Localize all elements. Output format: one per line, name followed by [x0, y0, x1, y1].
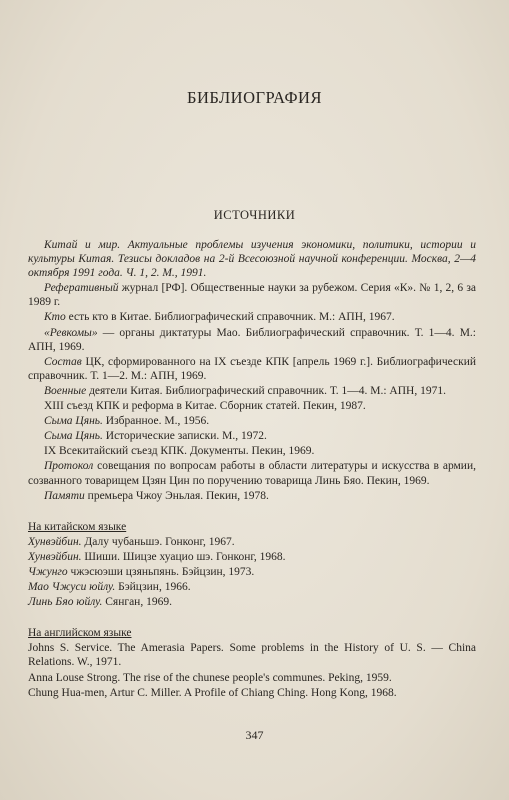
entry-text: XIII съезд КПК и реформа в Китае. Сборник статей. Пекин, 1987. [44, 400, 366, 413]
entry-text: Далу чубаньшэ. Гонконг, 1967. [81, 535, 235, 548]
entry-text: деятели Китая. Библиографический справочник. Т. 1—4. М.: АПН, 1971. [86, 384, 446, 397]
list-item [28, 414, 476, 428]
entry-text: Anna Louse Strong. The rise of the chunese people's communes. Peking, 1959. [28, 671, 392, 684]
list-item [28, 565, 476, 579]
chinese-heading: На китайском языке [28, 520, 127, 533]
entry-italic: Военные [44, 384, 87, 397]
list-item [28, 671, 476, 685]
list-item [28, 595, 476, 609]
list-item [28, 281, 476, 309]
list-item [28, 535, 476, 549]
sources-heading: ИСТОЧНИКИ [213, 208, 296, 222]
entry-text: чжэсюэши цзяньпянь. Бэйцзин, 1973. [67, 565, 255, 578]
list-item [28, 429, 476, 443]
entry-italic: Сыма Цянь. [44, 415, 103, 428]
entry-text: ЦК, сформированного на IX съезде КПК [апрель 1969 г.]. Библиографический справочник. Т. 1—2. М.: АПН, 1969. [28, 355, 476, 382]
sources-list [28, 238, 476, 503]
list-item [28, 384, 476, 398]
entry-italic: Чжунго [28, 565, 68, 578]
list-item [28, 641, 476, 669]
entry-italic: Реферативный [44, 282, 119, 295]
entry-text: Chung Hua-men, Artur C. Miller. A Profile of Chiang Ching. Hong Kong, 1968. [28, 686, 397, 699]
list-item [28, 326, 476, 354]
english-heading: На английском языке [28, 627, 132, 640]
page-number: 347 [245, 728, 264, 742]
entry-text: Сянган, 1969. [102, 596, 172, 609]
list-item [28, 444, 476, 458]
bibliography-body [28, 238, 476, 701]
list-item [28, 686, 476, 700]
list-item [28, 355, 476, 383]
list-item [28, 459, 476, 487]
entry-italic: «Ревкомы» [44, 326, 98, 339]
page-title: БИБЛИОГРАФИЯ [187, 88, 322, 107]
entry-italic: Кто [44, 311, 66, 324]
entry-text: Исторические записки. М., 1972. [102, 430, 267, 443]
entry-text: Шиши. Шицзе хуацио шэ. Гонконг, 1968. [81, 550, 286, 563]
entry-italic: Протокол [44, 460, 94, 473]
list-item [28, 238, 476, 280]
entry-text: Избранное. М., 1956. [102, 415, 210, 428]
entry-text: премьера Чжоу Эньлая. Пекин, 1978. [84, 489, 269, 502]
entry-text: Johns S. Service. The Amerasia Papers. Some problems in the History of U. S. — China Relations. W., 1971. [28, 642, 476, 669]
entry-italic: Состав [44, 355, 82, 368]
list-item [28, 399, 476, 413]
entry-text: есть кто в Китае. Библиографический справочник. М.: АПН, 1967. [65, 311, 395, 324]
entry-text: — органы диктатуры Мао. Библиографический справочник. Т. 1—4. М.: АПН, 1969. [28, 326, 476, 353]
entry-text: Бэйцзин, 1966. [115, 581, 191, 594]
entry-italic: Линь Бяо юйлу. [28, 596, 103, 609]
entry-text: совещания по вопросам работы в области литературы и искусства в армии, созванного товарищем Цзян Цин по поручению товарища Линь Бяо. Пекин, 1969. [28, 460, 476, 487]
list-item [28, 550, 476, 564]
english-list [28, 641, 476, 699]
entry-italic: Памяти [44, 489, 85, 502]
entry-italic: Хунвэйбин. [28, 550, 82, 563]
entry-italic: Сыма Цянь. [44, 430, 103, 443]
entry-text: IX Всекитайский съезд КПК. Документы. Пекин, 1969. [44, 445, 315, 458]
chinese-list [28, 535, 476, 609]
list-item [28, 310, 476, 324]
entry-italic: Хунвэйбин. [28, 535, 82, 548]
entry-italic: Китай и мир. Актуальные проблемы изучения экономики, политики, истории и культуры Китая. Тезисы докладов на 2-й Всесоюзной научной конференции. Москва, 2—4 октября 1991 года. Ч. 1, 2. М., 1991. [28, 239, 476, 280]
list-item [28, 580, 476, 594]
list-item [28, 489, 476, 503]
entry-italic: Мао Чжуси юйлу. [28, 581, 116, 594]
entry-text: журнал [РФ]. Общественные науки за рубежом. Серия «К». № 1, 2, 6 за 1989 г. [28, 282, 476, 309]
